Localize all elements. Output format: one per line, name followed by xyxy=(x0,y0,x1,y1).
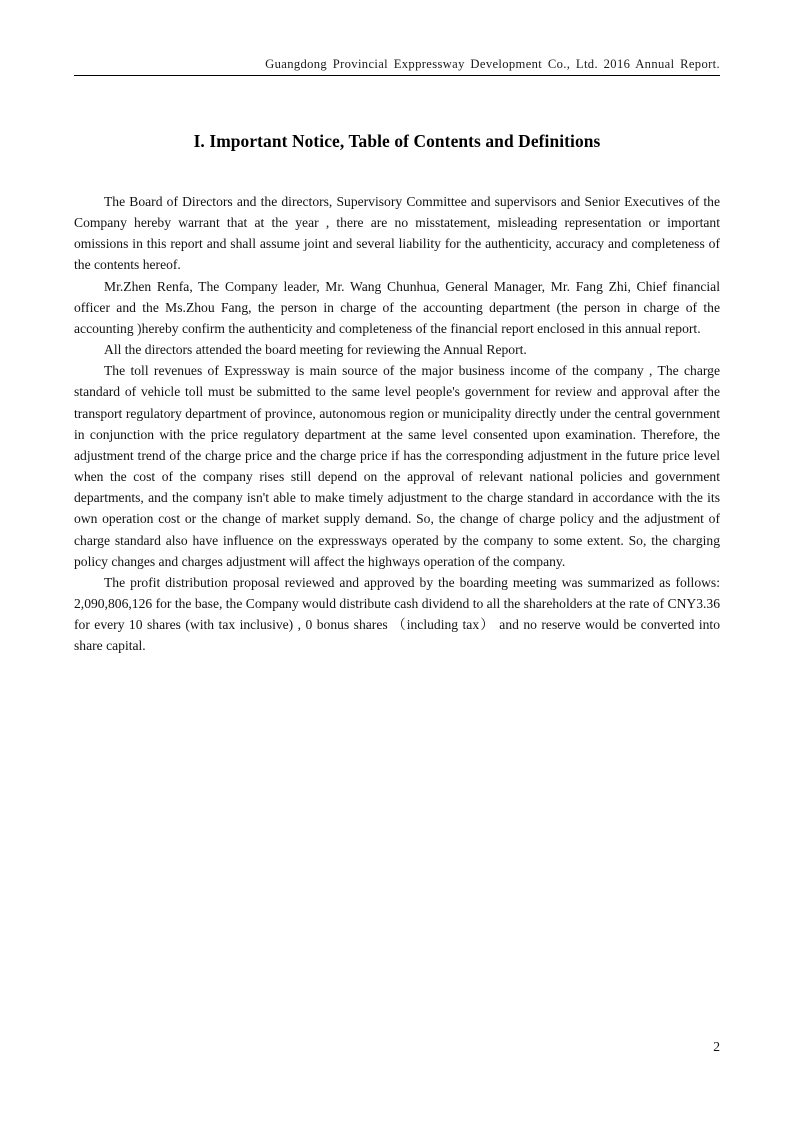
body-paragraph: Mr.Zhen Renfa, The Company leader, Mr. Wang Chunhua, General Manager, Mr. Fang Zhi, Chief financial officer and the Ms.Zhou Fang, the person in charge of the accounting department (the person in charge of the accounting )hereby confirm the authenticity and completeness of the financial report enclosed in this annual report. xyxy=(74,278,720,336)
body-content xyxy=(74,191,720,656)
page-number: 2 xyxy=(713,1039,720,1054)
page-title: I. Important Notice, Table of Contents and Definitions xyxy=(193,131,601,151)
running-header xyxy=(74,56,720,72)
running-header-text: Guangdong Provincial Exppressway Development Co., Ltd. 2016 Annual Report. xyxy=(265,57,720,71)
body-paragraph: The Board of Directors and the directors, Supervisory Committee and supervisors and Senior Executives of the Company hereby warrant that at the year , there are no misstatement, misleading representation or important omissions in this report and shall assume joint and several liability for the authenticity, accuracy and completeness of the contents hereof. xyxy=(74,194,720,273)
body-paragraph: All the directors attended the board meeting for reviewing the Annual Report. xyxy=(104,342,527,358)
body-paragraph: The profit distribution proposal reviewed and approved by the boarding meeting was summarized as follows: 2,090,806,126 for the base, the Company would distribute cash dividend to all the shareholders at the rate of CNY3.36 for every 10 shares (with tax inclusive) , 0 bonus shares （including tax） and no reserve would be converted into share capital. xyxy=(74,574,720,654)
body-paragraph: The toll revenues of Expressway is main source of the major business income of the company , The charge standard of vehicle toll must be submitted to the same level people's government for review and approval after the transport regulatory department of province, autonomous region or municipality directly under the central government in conjunction with the price regulatory department at the same level consented upon examination. Therefore, the adjustment trend of the charge price and the charge price if has the corresponding adjustment in the future price level when the cost of the company rises still depend on the approval of relevant national policies and government departments, and the company isn't able to make timely adjustment to the charge standard in accordance with the its own operation cost or the change of market supply demand. So, the change of charge policy and the adjustment of charge standard also have influence on the expressways operated by the company to some extent. So, the charging policy changes and charges adjustment will affect the highways operation of the company. xyxy=(74,363,720,569)
header-divider-rule xyxy=(74,75,720,76)
